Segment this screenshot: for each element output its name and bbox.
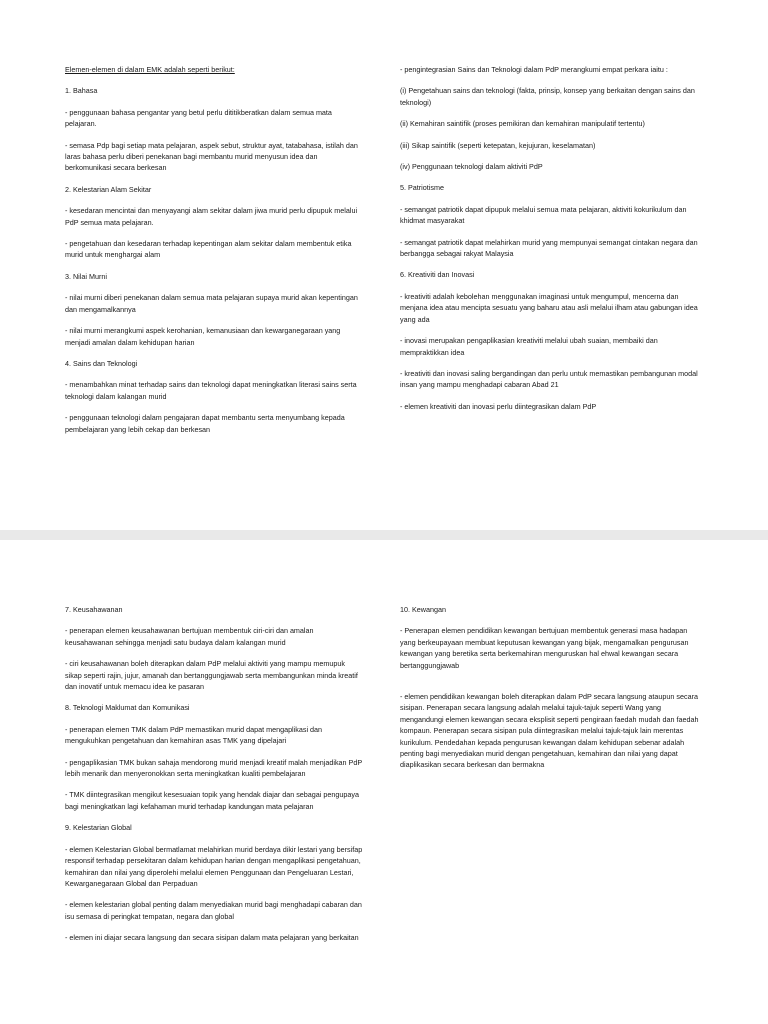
heading-kewangan: 10. Kewangan: [400, 605, 446, 614]
paragraph: - penggunaan bahasa pengantar yang betul perlu dititikberatkan dalam semua mata pelajaran.: [65, 107, 332, 129]
left-column-bottom: [65, 604, 363, 954]
left-column-top: [65, 64, 363, 445]
paragraph: - menambahkan minat terhadap sains dan teknologi dapat meningkatkan literasi sains serta teknologi dalam kalangan murid: [65, 380, 357, 401]
heading-keusahawanan: 7. Keusahawanan: [65, 605, 123, 614]
heading-sains-dan-teknologi: 4. Sains dan Teknologi: [65, 358, 138, 368]
paragraph: - penggunaan teknologi dalam pengajaran dapat membantu serta menyumbang kepada pembelajaran yang lebih cekap dan berkesan: [65, 413, 345, 434]
paragraph: - semasa Pdp bagi setiap mata pelajaran, aspek sebut, struktur ayat, tatabahasa, istilah dan laras bahasa perlu diberi penekanan bagi membantu murid menyusun idea dan berkomunikasi secara berkesan: [65, 140, 358, 173]
paragraph: - elemen kreativiti dan inovasi perlu diintegrasikan dalam PdP: [400, 401, 597, 411]
paragraph: - elemen Kelestarian Global bermatlamat melahirkan murid berdaya dikir lestari yang bersifap responsif terhadap persekitaran dalam kehidupan harian dengan mengaplikasi pengetahuan, kemahiran dan nilai yang diperolehi melalui elemen Penggunaan dan Pengeluaran Lestari, Kewarganegaraan Global dan Perpaduan: [65, 844, 363, 888]
paragraph: - inovasi merupakan pengaplikasian kreativiti melalui ubah suaian, membaiki dan mempraktikkan idea: [400, 336, 658, 357]
right-column-top: [400, 64, 700, 422]
document-title: Elemen-elemen di dalam EMK adalah seperti berikut:: [65, 65, 235, 74]
paragraph: - elemen kelestarian global penting dalam menyediakan murid bagi menghadapi cabaran dan isu semasa di peringkat tempatan, negara dan global: [65, 900, 362, 921]
heading-bahasa: 1. Bahasa: [65, 86, 98, 96]
paragraph: - pengintegrasian Sains dan Teknologi dalam PdP merangkumi empat perkara iaitu :: [400, 65, 668, 74]
paragraph: - penerapan elemen TMK dalam PdP memastikan murid dapat mengaplikasi dan mengukuhkan pengetahuan dan kemahiran asas TMK yang dipelajari: [65, 724, 323, 746]
paragraph: - elemen ini diajar secara langsung dan secara sisipan dalam mata pelajaran yang berkaitan: [65, 933, 359, 943]
list-item: (i) Pengetahuan sains dan teknologi (fakta, prinsip, konsep yang berkaitan dengan sains dan teknologi): [400, 86, 695, 107]
heading-kreativiti-dan-inovasi: 6. Kreativiti dan Inovasi: [400, 270, 475, 280]
heading-tmk: 8. Teknologi Maklumat dan Komunikasi: [65, 703, 190, 713]
paragraph: - ciri keusahawanan boleh diterapkan dalam PdP melalui aktiviti yang mampu memupuk sikap seperti rajin, jujur, amanah dan bertanggungjawab serta membangunkan minda kreatif dan inovatif untuk memacu idea ke pasaran: [65, 659, 358, 692]
paragraph: - nilai murni diberi penekanan dalam semua mata pelajaran supaya murid akan kepentingan dan mengamalkannya: [65, 293, 358, 314]
list-item: (iii) Sikap saintifik (seperti ketepatan, kejujuran, keselamatan): [400, 140, 596, 150]
paragraph: - semangat patriotik dapat melahirkan murid yang mempunyai semangat cintakan negara dan berbangga sebagai rakyat Malaysia: [400, 237, 698, 259]
heading-patriotisme: 5. Patriotisme: [400, 183, 444, 193]
paragraph: - pengetahuan dan kesedaran terhadap kepentingan alam sekitar dalam membentuk etika murid untuk menghargai alam: [65, 239, 352, 260]
right-column-bottom: [400, 604, 700, 781]
heading-kelestarian-global: 9. Kelestarian Global: [65, 823, 132, 833]
paragraph: - TMK diintegrasikan mengikut kesesuaian topik yang hendak diajar dan sebagai pengupaya bagi meningkatkan lagi kefahaman murid terhadap kandungan mata pelajaran: [65, 790, 359, 811]
paragraph: - kreativiti dan inovasi saling bergandingan dan perlu untuk memastikan pembangunan modal insan yang mampu menghadapi cabaran Abad 21: [400, 368, 698, 390]
list-item: (ii) Kemahiran saintifik (proses pemikiran dan kemahiran manipulatif tertentu): [400, 119, 645, 129]
paragraph: - semangat patriotik dapat dipupuk melalui semua mata pelajaran, aktiviti kokurikulum dan khidmat masyarakat: [400, 204, 687, 226]
heading-kelestarian-alam-sekitar: 2. Kelestarian Alam Sekitar: [65, 184, 152, 194]
paragraph: - nilai murni merangkumi aspek kerohanian, kemanusiaan dan kewarganegaraan yang menjadi amalan dalam kehidupan harian: [65, 326, 341, 347]
paragraph: - penerapan elemen keusahawanan bertujuan membentuk ciri-ciri dan amalan keusahawanan sehingga menjadi satu budaya dalam kalangan murid: [65, 626, 314, 647]
paragraph: - Penerapan elemen pendidikan kewangan bertujuan membentuk generasi masa hadapan yang berkeupayaan membuat keputusan kewangan yang bijak, mengamalkan pengurusan kewangan yang beretika serta berkemahiran menguruskan hal ehwal kewangan secara bertanggungjawab: [400, 626, 689, 670]
list-item: (iv) Penggunaan teknologi dalam aktiviti PdP: [400, 162, 543, 172]
heading-nilai-murni: 3. Nilai Murni: [65, 271, 107, 281]
paragraph: - elemen pendidikan kewangan boleh diterapkan dalam PdP secara langsung ataupun secara sisipan. Penerapan secara langsung adalah melalui tajuk-tajuk seperti Wang yang mengandungi elemen kewangan secara eksplisit seperti pengiraan faedah mudah dan faedah kompaun. Penerapan secara sisipan pula diintegrasikan melalui tajuk-tajuk lain merentas kurikulum. Pendedahan kepada pengurusan kewangan dalam kehidupan sebenar adalah penting bagi menyediakan murid dengan pengetahuan, kemahiran dan nilai yang dapat diaplikasikan secara berkesan dan bermakna: [400, 692, 699, 770]
paragraph: - kesedaran mencintai dan menyayangi alam sekitar dalam jiwa murid perlu dipupuk melalui PdP semua mata pelajaran.: [65, 206, 358, 227]
paragraph: - pengaplikasian TMK bukan sahaja mendorong murid menjadi kreatif malah menjadikan PdP lebih menarik dan menyeronokkan serta meningkatkan kualiti pembelajaran: [65, 757, 362, 779]
paragraph: - kreativiti adalah kebolehan menggunakan imaginasi untuk mengumpul, mencerna dan menjana idea atau mencipta sesuatu yang baharu atau asli melalui ilham atau gabungan idea yang ada: [400, 291, 698, 324]
